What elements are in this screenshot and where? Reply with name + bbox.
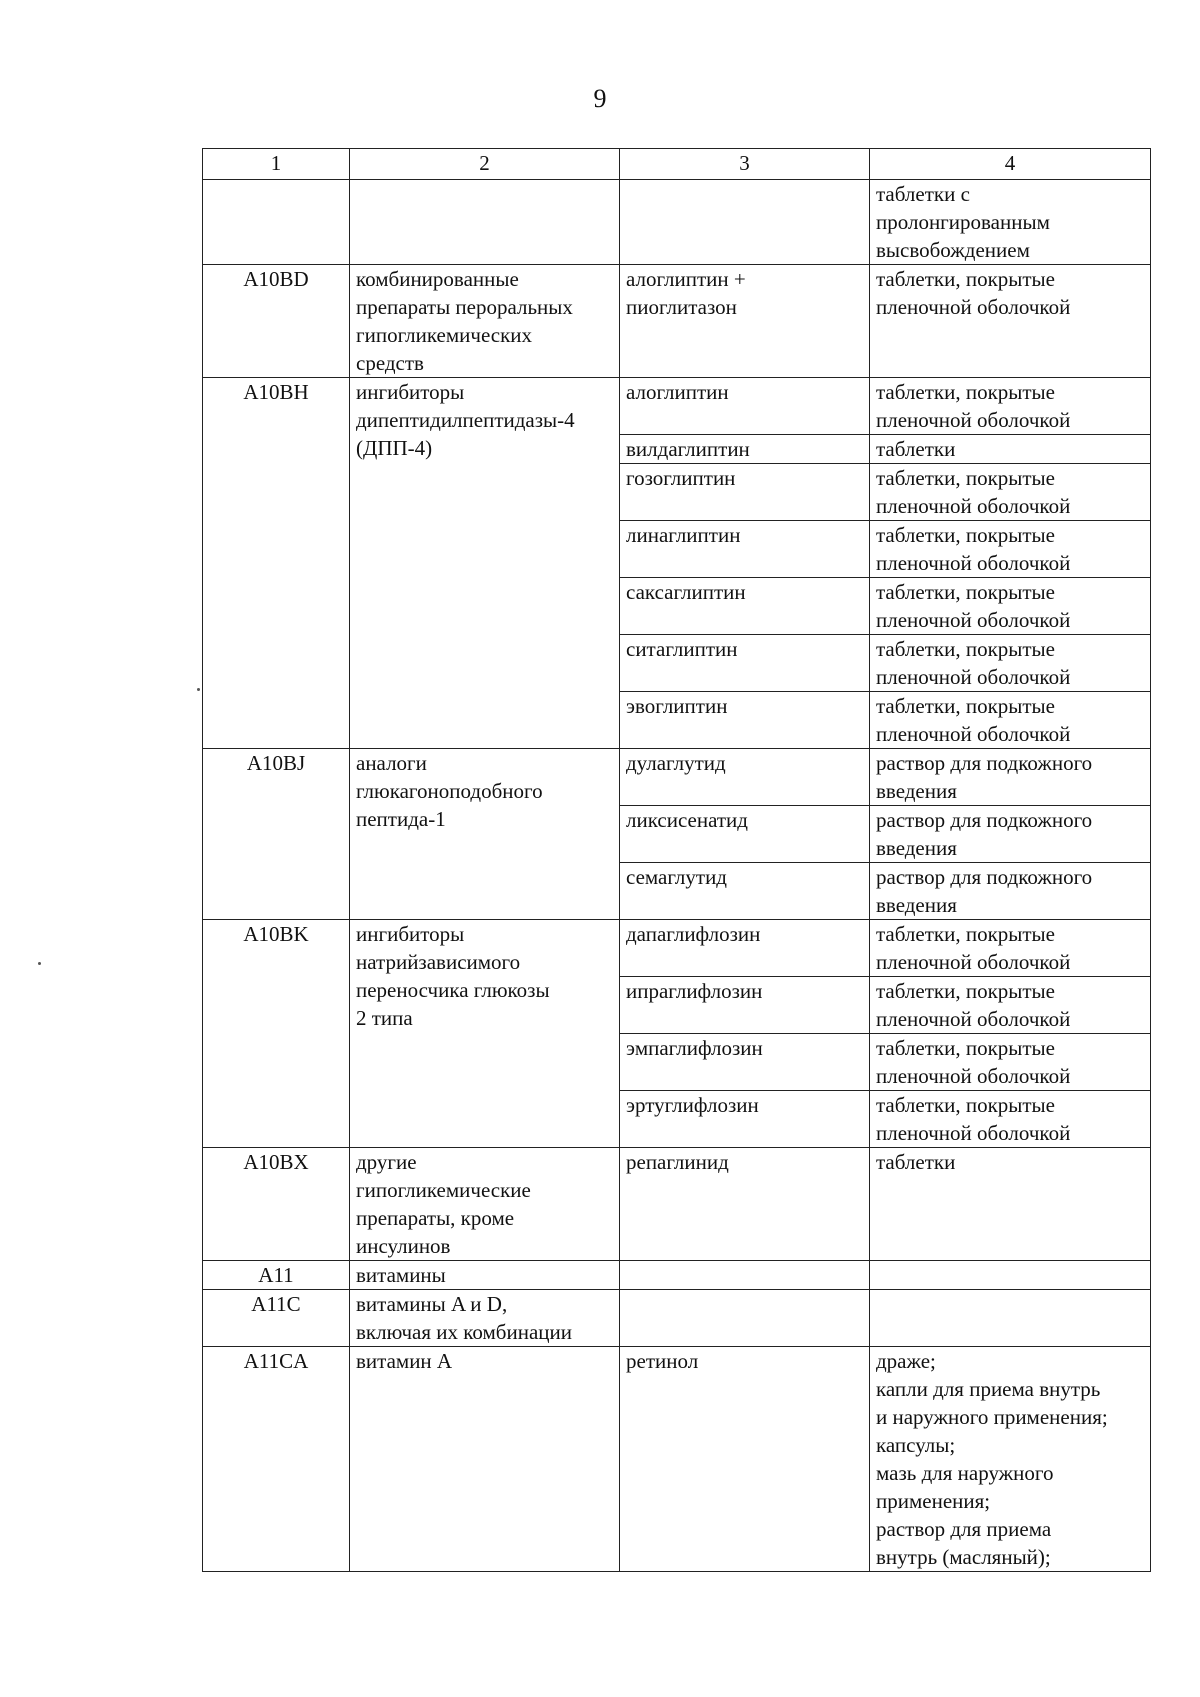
dosage-form-cell: таблетки, покрытые пленочной оболочкой xyxy=(870,521,1151,578)
atc-code-cell: A10BH xyxy=(203,378,350,749)
drug-name-cell xyxy=(620,1290,870,1347)
group-name-cell: ингибиторы дипептидилпептидазы-4 (ДПП-4) xyxy=(350,378,620,749)
table-row xyxy=(203,1290,1151,1347)
drug-name-cell: репаглинид xyxy=(620,1148,870,1261)
drug-name-cell: дапаглифлозин xyxy=(620,920,870,977)
dosage-form-cell: таблетки, покрытые пленочной оболочкой xyxy=(870,1091,1151,1148)
table-row xyxy=(203,265,1151,378)
drug-name-cell: вилдаглиптин xyxy=(620,435,870,464)
drug-table xyxy=(202,148,1151,1572)
table-header-row xyxy=(203,149,1151,180)
dosage-form-cell: раствор для подкожного введения xyxy=(870,806,1151,863)
atc-code-cell xyxy=(203,180,350,265)
dosage-form-cell: таблетки, покрытые пленочной оболочкой xyxy=(870,692,1151,749)
dosage-form-cell: таблетки, покрытые пленочной оболочкой xyxy=(870,265,1151,378)
group-name-cell: витамины xyxy=(350,1261,620,1290)
table-row xyxy=(203,378,1151,435)
group-name-cell xyxy=(350,180,620,265)
drug-name-cell: дулаглутид xyxy=(620,749,870,806)
atc-code-cell: A10BJ xyxy=(203,749,350,920)
dosage-form-cell: таблетки, покрытые пленочной оболочкой xyxy=(870,920,1151,977)
atc-code-cell: A10BD xyxy=(203,265,350,378)
drug-name-cell: эвоглиптин xyxy=(620,692,870,749)
group-name-cell: аналоги глюкагоноподобного пептида-1 xyxy=(350,749,620,920)
column-header: 3 xyxy=(620,149,870,180)
table-row xyxy=(203,1148,1151,1261)
dosage-form-cell: таблетки xyxy=(870,1148,1151,1261)
dosage-form-cell: таблетки, покрытые пленочной оболочкой xyxy=(870,464,1151,521)
drug-name-cell: гозоглиптин xyxy=(620,464,870,521)
dosage-form-cell: раствор для подкожного введения xyxy=(870,863,1151,920)
dosage-form-cell: драже; капли для приема внутрь и наружного применения; капсулы; мазь для наружного применения; раствор для приема внутрь (масляный); xyxy=(870,1347,1151,1572)
scan-speck xyxy=(38,962,41,965)
group-name-cell: другие гипогликемические препараты, кроме инсулинов xyxy=(350,1148,620,1261)
atc-code-cell: A10BX xyxy=(203,1148,350,1261)
atc-code-cell: A11 xyxy=(203,1261,350,1290)
dosage-form-cell: раствор для подкожного введения xyxy=(870,749,1151,806)
dosage-form-cell: таблетки, покрытые пленочной оболочкой xyxy=(870,578,1151,635)
drug-name-cell: алоглиптин xyxy=(620,378,870,435)
table-row xyxy=(203,1347,1151,1572)
dosage-form-cell: таблетки, покрытые пленочной оболочкой xyxy=(870,1034,1151,1091)
group-name-cell: ингибиторы натрийзависимого переносчика глюкозы 2 типа xyxy=(350,920,620,1148)
table-row xyxy=(203,920,1151,977)
group-name-cell: витамин A xyxy=(350,1347,620,1572)
drug-name-cell: ретинол xyxy=(620,1347,870,1572)
group-name-cell: витамины A и D, включая их комбинации xyxy=(350,1290,620,1347)
atc-code-cell: A11C xyxy=(203,1290,350,1347)
drug-name-cell: линаглиптин xyxy=(620,521,870,578)
page-number: 9 xyxy=(593,84,607,113)
dosage-form-cell: таблетки xyxy=(870,435,1151,464)
group-name-cell: комбинированные препараты пероральных гипогликемических средств xyxy=(350,265,620,378)
table-row xyxy=(203,180,1151,265)
dosage-form-cell: таблетки, покрытые пленочной оболочкой xyxy=(870,378,1151,435)
atc-code-cell: A11CA xyxy=(203,1347,350,1572)
drug-name-cell xyxy=(620,180,870,265)
table-row xyxy=(203,1261,1151,1290)
atc-code-cell: A10BK xyxy=(203,920,350,1148)
drug-name-cell xyxy=(620,1261,870,1290)
scan-speck xyxy=(197,688,200,691)
table-row xyxy=(203,749,1151,806)
dosage-form-cell xyxy=(870,1290,1151,1347)
drug-name-cell: эртуглифлозин xyxy=(620,1091,870,1148)
column-header: 2 xyxy=(350,149,620,180)
drug-name-cell: ликсисенатид xyxy=(620,806,870,863)
dosage-form-cell xyxy=(870,1261,1151,1290)
dosage-form-cell: таблетки, покрытые пленочной оболочкой xyxy=(870,635,1151,692)
drug-name-cell: ситаглиптин xyxy=(620,635,870,692)
column-header: 1 xyxy=(203,149,350,180)
drug-table-body xyxy=(203,149,1151,1572)
drug-name-cell: саксаглиптин xyxy=(620,578,870,635)
drug-name-cell: эмпаглифлозин xyxy=(620,1034,870,1091)
dosage-form-cell: таблетки, покрытые пленочной оболочкой xyxy=(870,977,1151,1034)
drug-name-cell: семаглутид xyxy=(620,863,870,920)
drug-name-cell: алоглиптин + пиоглитазон xyxy=(620,265,870,378)
dosage-form-cell: таблетки с пролонгированным высвобождением xyxy=(870,180,1151,265)
drug-name-cell: ипраглифлозин xyxy=(620,977,870,1034)
column-header: 4 xyxy=(870,149,1151,180)
